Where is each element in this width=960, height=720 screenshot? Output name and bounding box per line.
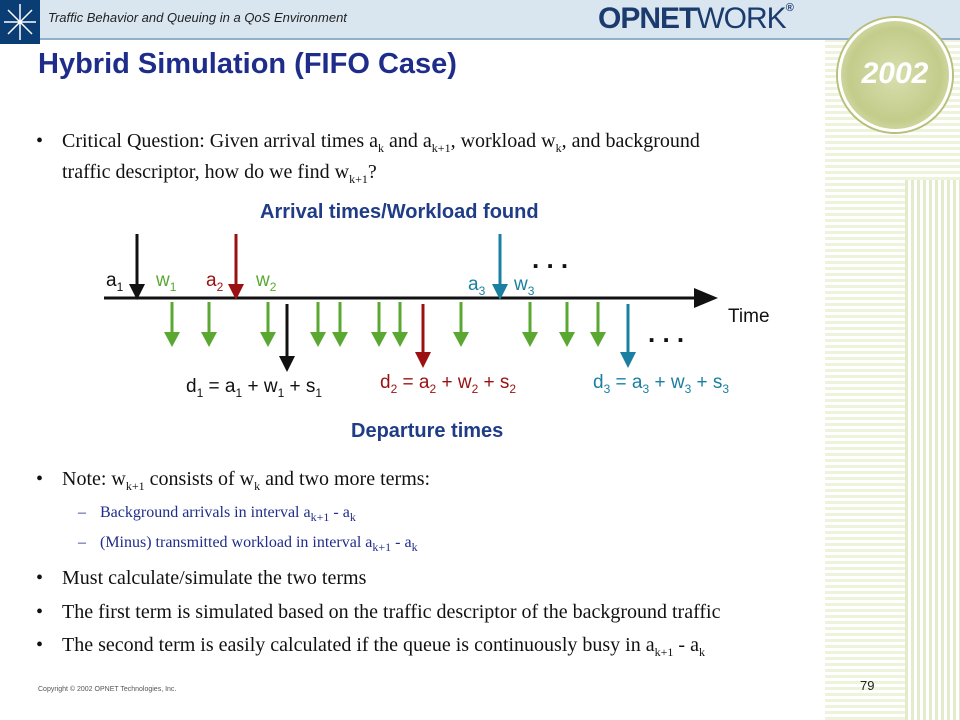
text-span: - a bbox=[329, 504, 350, 521]
background-arrivals bbox=[164, 302, 606, 347]
subscript: k bbox=[254, 479, 261, 493]
bullet-note bbox=[36, 467, 822, 498]
text-span: , workload w bbox=[450, 130, 556, 152]
text-span: = a bbox=[203, 376, 236, 397]
diagram-top-title: Arrival times/Workload found bbox=[260, 201, 539, 223]
text-span: + w bbox=[649, 372, 685, 393]
text-span: Background arrivals in interval a bbox=[100, 504, 311, 521]
subscript: k bbox=[555, 141, 562, 155]
text-span: + s bbox=[284, 376, 316, 397]
slide-title: Hybrid Simulation (FIFO Case) bbox=[38, 48, 457, 80]
subscript: 2 bbox=[390, 381, 398, 396]
text-span: d bbox=[186, 376, 197, 397]
text-span: a bbox=[106, 270, 117, 291]
page-number: 79 bbox=[860, 678, 875, 693]
subscript: 1 bbox=[235, 385, 243, 400]
text-span: - a bbox=[391, 534, 412, 551]
equation-d3 bbox=[593, 372, 729, 396]
sub-bullet-background bbox=[78, 503, 800, 527]
text-span: w bbox=[256, 270, 270, 291]
subscript: k+1 bbox=[310, 510, 330, 525]
subscript: 2 bbox=[269, 279, 277, 294]
bullet-marker: • bbox=[36, 567, 44, 589]
bullet-first-term bbox=[36, 600, 862, 624]
copyright-footer: Copyright © 2002 OPNET Technologies, Inc. bbox=[38, 686, 177, 693]
subscript: k bbox=[378, 141, 385, 155]
text-span: consists of w bbox=[144, 468, 255, 490]
subscript: k+1 bbox=[372, 540, 392, 555]
bullet-second-term bbox=[36, 633, 862, 664]
bullet-marker: • bbox=[36, 468, 44, 490]
text-span: d bbox=[380, 372, 391, 393]
text-span: (Minus) transmitted workload in interval a bbox=[100, 534, 373, 551]
bullet-marker: • bbox=[36, 130, 44, 152]
subscript: 3 bbox=[603, 381, 611, 396]
bullet-marker: • bbox=[36, 601, 44, 623]
text-span: d bbox=[593, 372, 604, 393]
badge-year: 2002 bbox=[861, 57, 929, 90]
label-a3 bbox=[468, 274, 485, 298]
sub-bullet-transmitted bbox=[78, 533, 800, 557]
text-span: - a bbox=[673, 634, 699, 656]
subscript: 3 bbox=[684, 381, 692, 396]
sub-bullet-marker: – bbox=[78, 534, 86, 551]
brand-light: WORK bbox=[696, 2, 786, 35]
subscript: k+1 bbox=[349, 172, 368, 186]
subscript: 2 bbox=[509, 381, 517, 396]
subscript: k+1 bbox=[654, 645, 674, 659]
label-w3 bbox=[514, 274, 534, 298]
text-span: Must calculate/simulate the two terms bbox=[62, 567, 367, 589]
text-span: + w bbox=[436, 372, 472, 393]
subscript: 2 bbox=[471, 381, 479, 396]
label-w1 bbox=[156, 270, 176, 294]
text-span: , and background bbox=[561, 130, 700, 152]
brand-mark: ® bbox=[785, 2, 793, 14]
sub-bullet-marker: – bbox=[78, 504, 86, 521]
text-span: The second term is easily calculated if the queue is continuously busy in a bbox=[62, 634, 655, 656]
equation-d1 bbox=[186, 376, 322, 400]
text-span: ? bbox=[367, 161, 377, 183]
diagram-bottom-title: Departure times bbox=[351, 420, 504, 442]
text-span: a bbox=[468, 274, 479, 295]
subscript: 1 bbox=[277, 385, 285, 400]
subscript: 3 bbox=[722, 381, 730, 396]
header-subtitle: Traffic Behavior and Queuing in a QoS Environment bbox=[48, 10, 347, 25]
text-span: w bbox=[514, 274, 528, 295]
subscript: k+1 bbox=[125, 479, 145, 493]
text-span: = a bbox=[610, 372, 643, 393]
label-a2 bbox=[206, 270, 223, 294]
subscript: k bbox=[411, 540, 418, 555]
subscript: 2 bbox=[429, 381, 437, 396]
subscript: 1 bbox=[315, 385, 323, 400]
departure-arrow-d3 bbox=[620, 304, 636, 368]
text-span: The first term is simulated based on the traffic descriptor of the background traffic bbox=[62, 601, 721, 623]
subscript: 1 bbox=[196, 385, 204, 400]
subscript: 3 bbox=[527, 283, 535, 298]
bullet-marker: • bbox=[36, 634, 44, 656]
text-span: + s bbox=[691, 372, 723, 393]
text-span: Note: w bbox=[62, 468, 126, 490]
label-w2 bbox=[256, 270, 276, 294]
bullet-calculate bbox=[36, 566, 822, 590]
subscript: 1 bbox=[116, 279, 124, 294]
equation-d2 bbox=[380, 372, 516, 396]
departure-arrow-d1 bbox=[279, 304, 295, 372]
text-span: + w bbox=[242, 376, 278, 397]
text-span: and a bbox=[384, 130, 432, 152]
departure-arrow-d2 bbox=[415, 304, 431, 368]
subscript: 1 bbox=[169, 279, 177, 294]
label-a1 bbox=[106, 270, 123, 294]
arrival-arrow-a2 bbox=[228, 234, 244, 300]
time-axis-arrowhead bbox=[694, 288, 718, 308]
text-span: Critical Question: Given arrival times a bbox=[62, 130, 379, 152]
subscript: 3 bbox=[478, 283, 486, 298]
text-span: = a bbox=[397, 372, 430, 393]
subscript: k bbox=[349, 510, 356, 525]
arrival-arrow-a1 bbox=[129, 234, 145, 300]
brand-bold: OPNET bbox=[598, 2, 697, 35]
subscript: k+1 bbox=[431, 141, 451, 155]
ellipsis-lower: . . . bbox=[648, 318, 685, 348]
ellipsis-upper: . . . bbox=[532, 244, 569, 274]
subscript: 2 bbox=[216, 279, 224, 294]
text-span: traffic descriptor, how do we find w bbox=[62, 161, 350, 183]
time-axis-label: Time bbox=[728, 306, 770, 327]
subscript: k bbox=[698, 645, 705, 659]
text-span: and two more terms: bbox=[260, 468, 431, 490]
subscript: 3 bbox=[642, 381, 650, 396]
arrival-arrow-a3 bbox=[492, 234, 508, 300]
text-span: + s bbox=[478, 372, 510, 393]
text-span: a bbox=[206, 270, 217, 291]
text-span: w bbox=[156, 270, 170, 291]
